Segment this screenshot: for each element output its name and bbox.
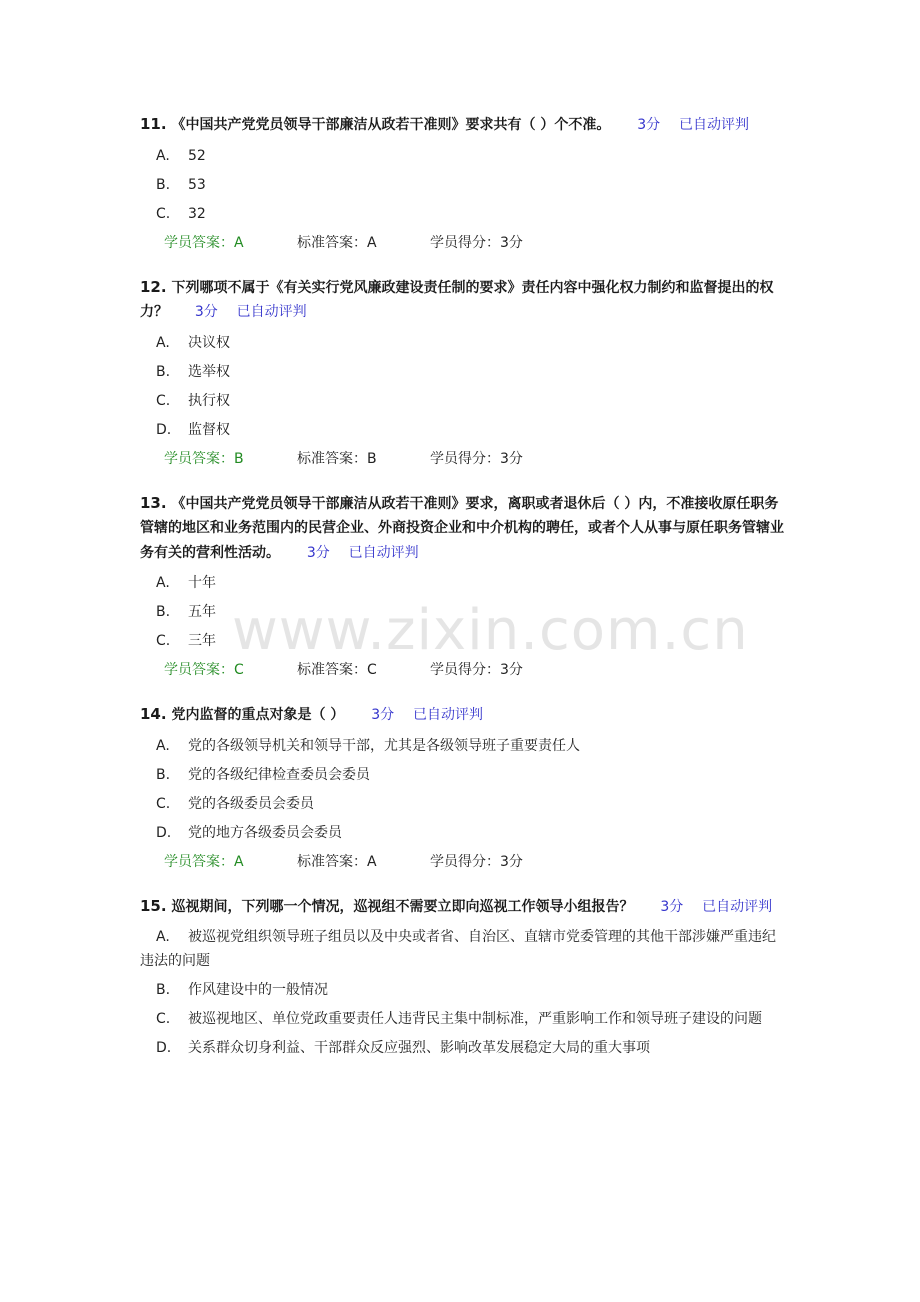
option-text: 被巡视地区、单位党政重要责任人违背民主集中制标准，严重影响工作和领导班子建设的问题 xyxy=(188,1011,762,1027)
option-letter: B. xyxy=(156,604,171,620)
option-b xyxy=(140,173,785,197)
standard-answer: 标准答案：A xyxy=(297,853,377,870)
option-a xyxy=(140,571,785,595)
standard-answer: 标准答案：C xyxy=(297,662,377,678)
option-text: 选举权 xyxy=(188,363,230,380)
grading-status: 已自动评判 xyxy=(348,544,419,561)
option-c xyxy=(140,792,785,816)
option-text: 32 xyxy=(188,205,206,222)
option-b xyxy=(140,978,785,1002)
option-a xyxy=(140,734,785,758)
question-text: 下列哪项不属于《有关实行党风廉政建设责任制的要求》责任内容中强化权力制约和监督提出的权力？ xyxy=(140,279,774,320)
option-text: 关系群众切身利益、干部群众反应强烈、影响改革发展稳定大局的重大事项 xyxy=(188,1040,650,1056)
option-d xyxy=(140,1036,785,1060)
option-list xyxy=(140,331,785,442)
watermark: www.zixin.com.cn xyxy=(232,598,749,663)
grading-status: 已自动评判 xyxy=(679,117,749,133)
question-number: 15. xyxy=(140,896,167,915)
option-text: 决议权 xyxy=(188,334,230,351)
option-letter: B. xyxy=(156,766,171,783)
option-letter: D. xyxy=(156,421,172,438)
option-text: 三年 xyxy=(188,633,216,649)
question-12 xyxy=(140,275,785,471)
option-d xyxy=(140,418,785,442)
option-list xyxy=(140,734,785,845)
question-title xyxy=(140,275,785,325)
option-letter: B. xyxy=(156,982,171,998)
question-score: 3分 xyxy=(660,898,684,915)
option-list xyxy=(140,925,785,1060)
answer-row xyxy=(140,850,785,874)
option-list xyxy=(140,571,785,653)
option-text: 党的各级纪律检查委员会委员 xyxy=(188,766,370,783)
option-letter: B. xyxy=(156,176,171,193)
question-number: 12. xyxy=(140,277,167,296)
option-b xyxy=(140,360,785,384)
option-letter: B. xyxy=(156,363,171,380)
student-answer: 学员答案：A xyxy=(164,853,244,870)
option-list xyxy=(140,144,785,226)
option-text: 党的各级委员会委员 xyxy=(188,795,314,812)
student-answer: 学员答案：C xyxy=(164,662,244,678)
question-13 xyxy=(140,491,785,683)
option-letter: A. xyxy=(156,929,170,945)
student-score: 学员得分：3分 xyxy=(430,662,523,678)
option-c xyxy=(140,629,785,653)
option-letter: C. xyxy=(156,392,171,409)
question-title xyxy=(140,702,785,728)
option-letter: A. xyxy=(156,575,170,591)
option-text: 52 xyxy=(188,147,206,164)
option-letter: C. xyxy=(156,1011,171,1027)
option-text: 作风建设中的一般情况 xyxy=(188,982,328,998)
standard-answer: 标准答案：B xyxy=(297,450,377,467)
option-text: 五年 xyxy=(188,604,216,620)
student-score: 学员得分：3分 xyxy=(430,234,523,251)
quiz-results xyxy=(140,112,785,1080)
option-c xyxy=(140,1007,785,1031)
student-answer: 学员答案：B xyxy=(164,450,244,467)
option-a xyxy=(140,144,785,168)
option-letter: D. xyxy=(156,824,172,841)
option-d xyxy=(140,821,785,845)
option-letter: A. xyxy=(156,147,170,164)
standard-answer: 标准答案：A xyxy=(297,234,377,251)
option-text: 被巡视党组织领导班子组员以及中央或者省、自治区、直辖市党委管理的其他干部涉嫌严重违纪违法的问题 xyxy=(140,929,776,969)
option-letter: C. xyxy=(156,795,171,812)
option-b xyxy=(140,600,785,624)
answer-row xyxy=(140,231,785,255)
option-text: 十年 xyxy=(188,575,216,591)
option-c xyxy=(140,202,785,226)
option-text: 监督权 xyxy=(188,421,230,438)
option-c xyxy=(140,389,785,413)
question-number: 14. xyxy=(140,705,167,723)
question-title xyxy=(140,491,785,566)
question-title xyxy=(140,112,785,138)
grading-status: 已自动评判 xyxy=(236,304,307,320)
question-score: 3分 xyxy=(637,117,661,133)
question-15 xyxy=(140,894,785,1061)
question-score: 3分 xyxy=(194,304,218,320)
option-b xyxy=(140,763,785,787)
option-text: 执行权 xyxy=(188,392,230,409)
option-text: 53 xyxy=(188,176,206,193)
question-text: 《中国共产党党员领导干部廉洁从政若干准则》要求共有（ ）个不准。 xyxy=(171,117,611,133)
question-number: 11. xyxy=(140,115,167,133)
grading-status: 已自动评判 xyxy=(413,707,483,723)
student-answer: 学员答案：A xyxy=(164,234,244,251)
option-a xyxy=(140,331,785,355)
grading-status: 已自动评判 xyxy=(702,898,773,915)
question-title xyxy=(140,894,785,920)
question-number: 13. xyxy=(140,493,167,512)
option-text: 党的地方各级委员会委员 xyxy=(188,824,342,841)
question-text: 巡视期间，下列哪一个情况，巡视组不需要立即向巡视工作领导小组报告？ xyxy=(171,898,634,915)
student-score: 学员得分：3分 xyxy=(430,450,523,467)
option-letter: A. xyxy=(156,737,170,754)
question-text: 《中国共产党党员领导干部廉洁从政若干准则》要求，离职或者退休后（ ）内，不准接收原任职务管辖的地区和业务范围内的民营企业、外商投资企业和中介机构的聘任，或者个人从事与原任职务管辖业务有关的营利性活动。 xyxy=(140,495,784,561)
option-letter: A. xyxy=(156,334,170,351)
question-11 xyxy=(140,112,785,255)
question-14 xyxy=(140,702,785,874)
question-score: 3分 xyxy=(306,544,330,561)
answer-row xyxy=(140,658,785,682)
option-letter: C. xyxy=(156,205,171,222)
student-score: 学员得分：3分 xyxy=(430,853,523,870)
answer-row xyxy=(140,447,785,471)
option-text: 党的各级领导机关和领导干部，尤其是各级领导班子重要责任人 xyxy=(188,737,580,754)
option-a xyxy=(140,925,785,973)
option-letter: C. xyxy=(156,633,171,649)
question-text: 党内监督的重点对象是（ ） xyxy=(171,707,345,723)
question-score: 3分 xyxy=(371,707,395,723)
option-letter: D. xyxy=(156,1040,172,1056)
